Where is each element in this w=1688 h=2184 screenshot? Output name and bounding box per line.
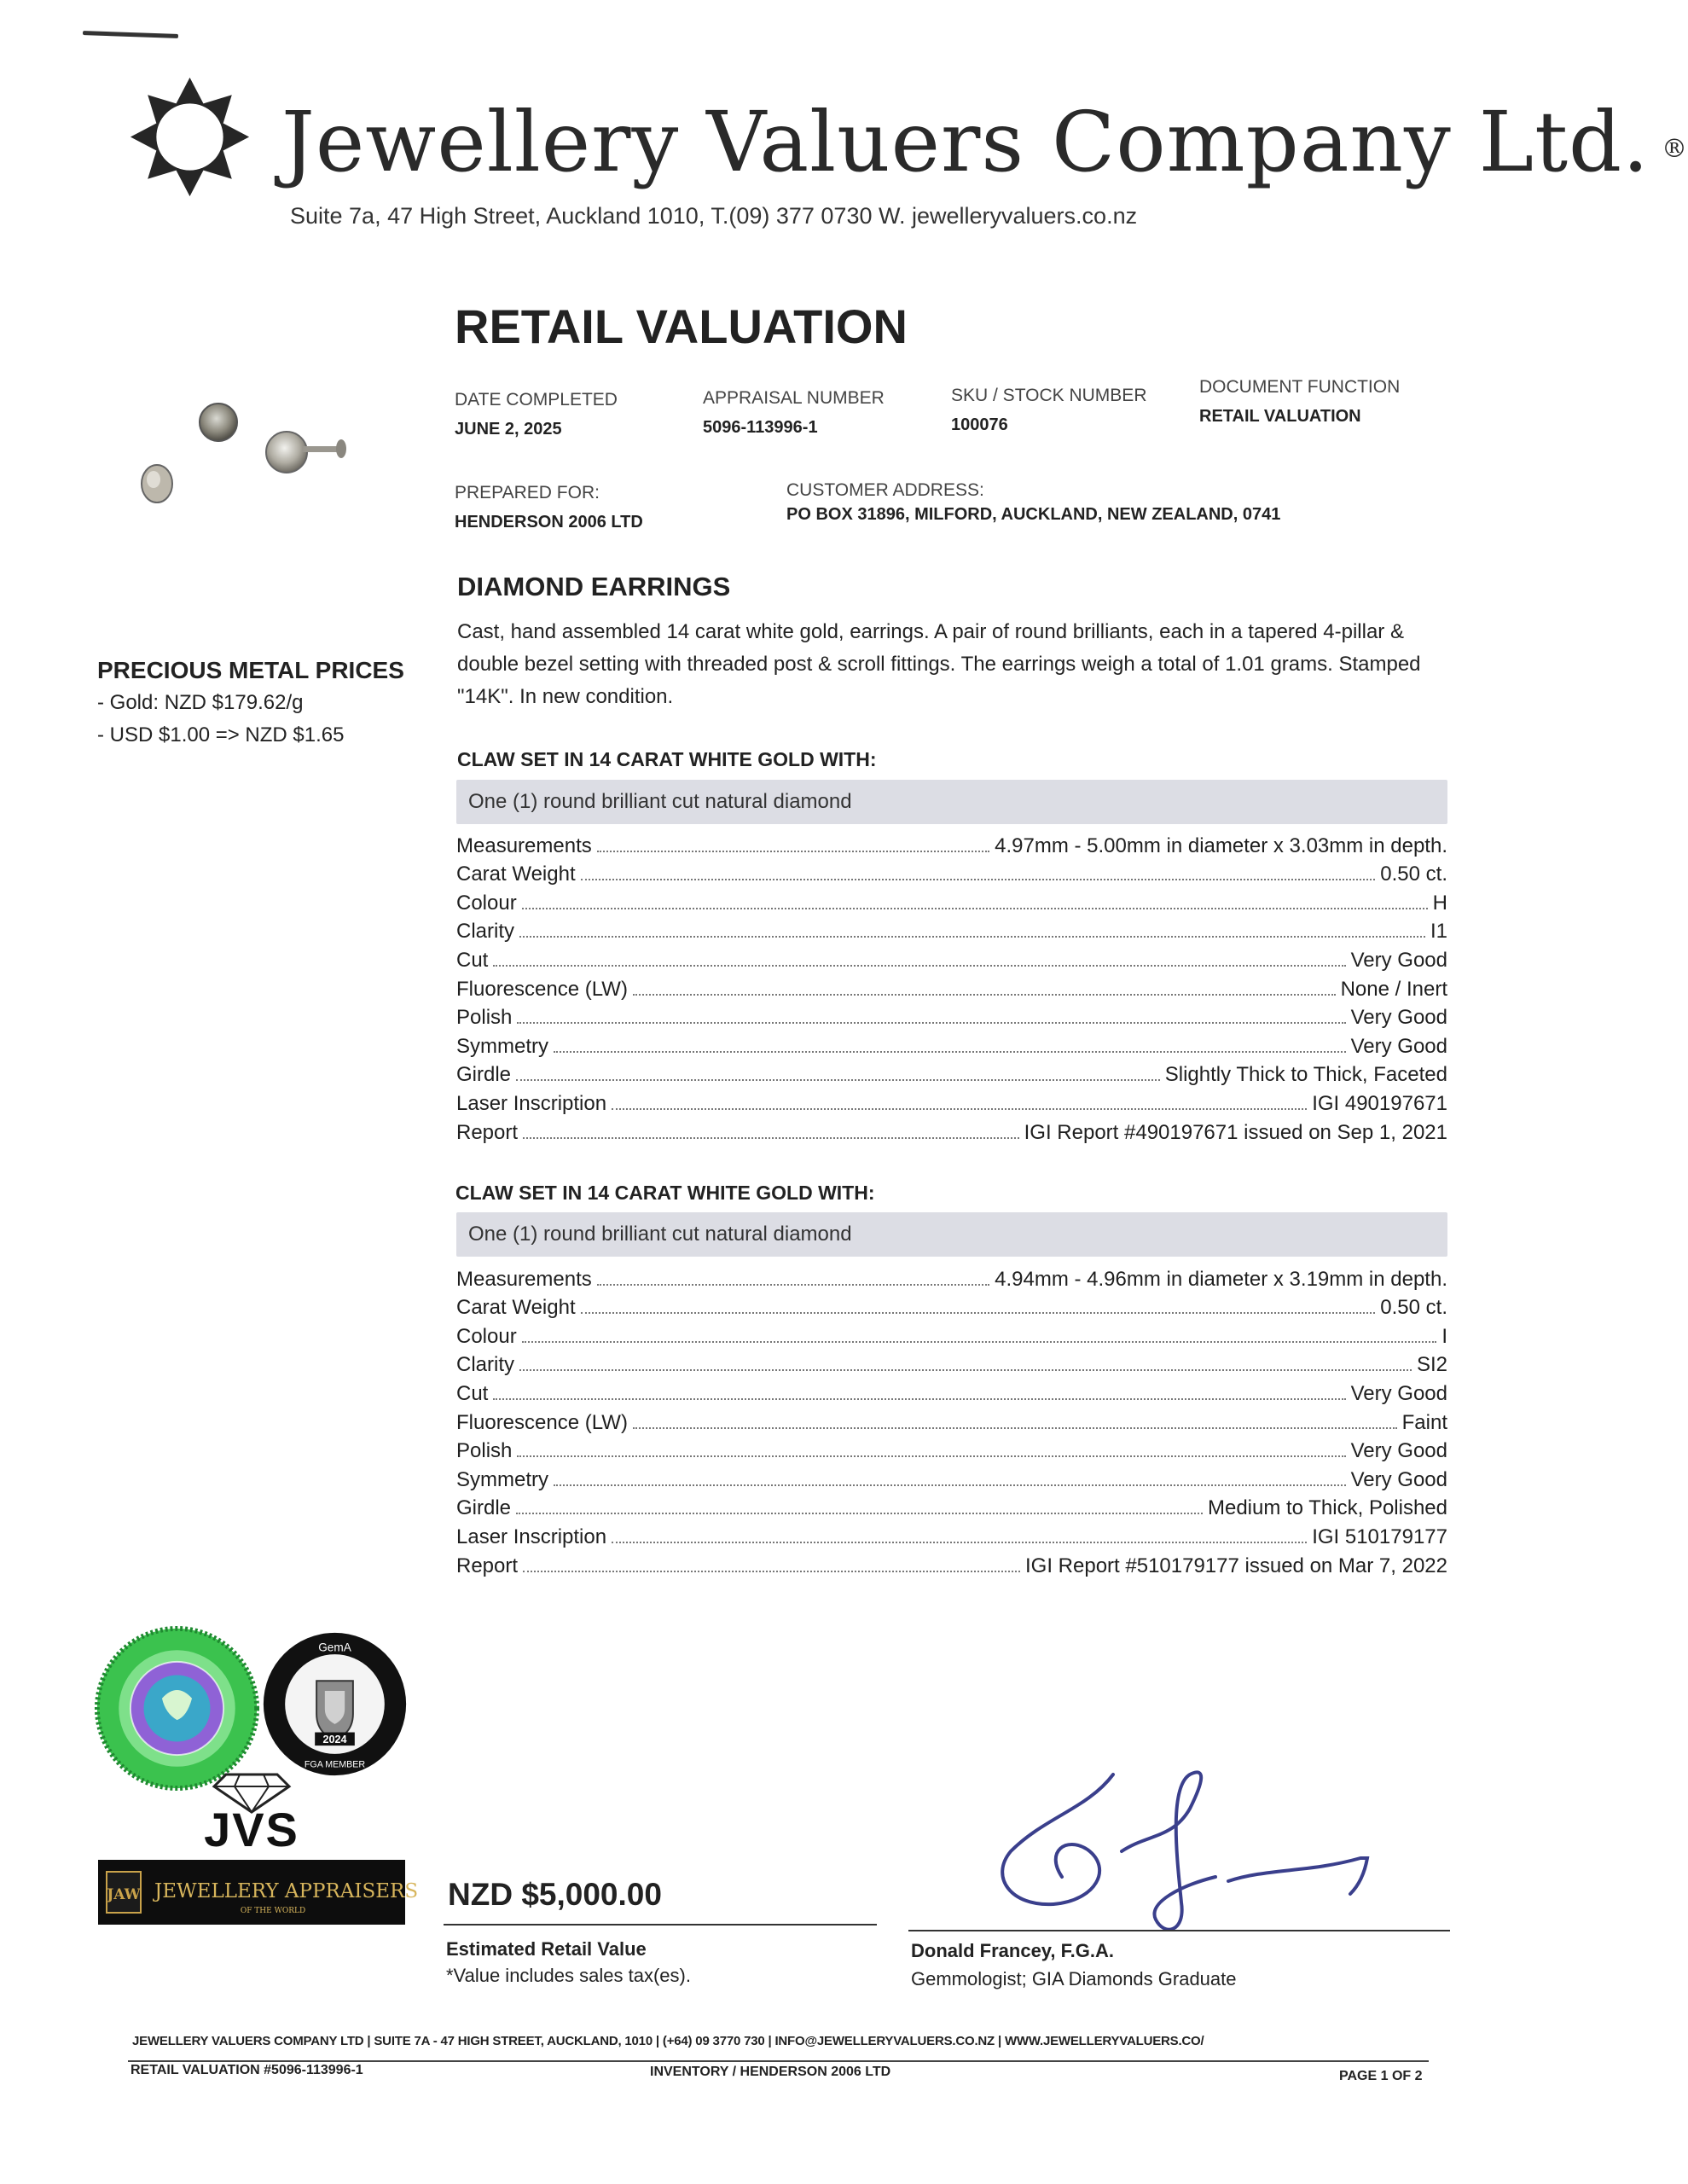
spec-row (456, 1002, 1447, 1031)
sku-label: SKU / STOCK NUMBER (951, 386, 1147, 405)
spec-label: Symmetry (456, 1467, 548, 1491)
gold-price: - Gold: NZD $179.62/g (97, 691, 304, 714)
spec-value: IGI Report #510179177 issued on Mar 7, 2022 (1025, 1554, 1447, 1577)
spec-value: 4.94mm - 4.96mm in diameter x 3.19mm in depth. (995, 1267, 1447, 1291)
spec-label: Carat Weight (456, 1296, 576, 1320)
spec-label: Report (456, 1554, 519, 1577)
spec-row (456, 1263, 1447, 1292)
document-function-value: RETAIL VALUATION (1199, 407, 1361, 426)
footer-inventory: INVENTORY / HENDERSON 2006 LTD (650, 2065, 891, 2079)
spec-row (456, 1492, 1447, 1521)
spec-label: Colour (456, 891, 517, 915)
prepared-for-label: PREPARED FOR: (455, 483, 600, 502)
spec-value: Faint (1401, 1410, 1447, 1434)
spec-label: Girdle (456, 1496, 512, 1520)
leader-dots (633, 994, 1336, 996)
spec-row (456, 1116, 1447, 1145)
signature-rule (908, 1930, 1450, 1931)
gema-member-badge (260, 1629, 409, 1779)
stone-2-summary: One (1) round brilliant cut natural diamond (468, 1223, 852, 1246)
hologram-seal-icon (94, 1625, 260, 1792)
spec-value: Very Good (1350, 1439, 1447, 1463)
item-title: DIAMOND EARRINGS (457, 572, 731, 601)
valuation-label: Estimated Retail Value (446, 1938, 647, 1960)
signature (985, 1757, 1420, 1941)
jvs-logo (166, 1768, 337, 1856)
document-function-label: DOCUMENT FUNCTION (1199, 377, 1401, 397)
leader-dots (633, 1427, 1397, 1429)
spec-value: IGI Report #490197671 issued on Sep 1, 2021 (1024, 1120, 1447, 1144)
leader-dots (554, 1051, 1346, 1053)
registered-mark: ® (1661, 133, 1688, 164)
company-logo-icon (128, 75, 252, 199)
appraisal-number-value: 5096-113996-1 (703, 418, 818, 437)
spec-row (456, 1292, 1447, 1321)
leader-dots (612, 1108, 1307, 1110)
spec-label: Carat Weight (456, 863, 576, 886)
spec-value: I1 (1430, 920, 1447, 944)
spec-row (456, 915, 1447, 944)
gema-top-text: GemA (318, 1641, 351, 1654)
spec-value: 4.97mm - 5.00mm in diameter x 3.03mm in depth. (995, 834, 1447, 857)
stone-1-summary-bar (456, 780, 1447, 824)
spec-row (456, 1059, 1447, 1088)
company-address: Suite 7a, 47 High Street, Auckland 1010, T.(09) 377 0730 W. jewelleryvaluers.co.nz (290, 203, 1138, 229)
leader-dots (581, 1312, 1376, 1314)
document-title: RETAIL VALUATION (455, 299, 908, 353)
spec-row (456, 1520, 1447, 1549)
spec-value: SI2 (1416, 1353, 1447, 1377)
spec-value: Very Good (1350, 1467, 1447, 1491)
spec-label: Polish (456, 1006, 513, 1030)
earrings-photo (92, 343, 391, 552)
leader-dots (597, 851, 989, 852)
leader-dots (523, 1571, 1020, 1572)
spec-label: Clarity (456, 1353, 515, 1377)
jaw-title-text: JEWELLERY APPRAISERS (154, 1880, 419, 1902)
leader-dots (517, 1022, 1345, 1024)
appraisal-number-label: APPRAISAL NUMBER (703, 388, 885, 408)
leader-dots (612, 1542, 1307, 1543)
spec-value: Medium to Thick, Polished (1207, 1496, 1447, 1520)
spec-label: Colour (456, 1324, 517, 1348)
date-completed-label: DATE COMPLETED (455, 390, 618, 410)
leader-dots (581, 879, 1376, 880)
leader-dots (493, 1398, 1345, 1400)
spec-value: 0.50 ct. (1380, 863, 1447, 886)
spec-value: I (1441, 1324, 1447, 1348)
jvs-text: JVS (204, 1803, 299, 1856)
spec-value: Slightly Thick to Thick, Faceted (1164, 1063, 1447, 1087)
spec-label: Report (456, 1120, 519, 1144)
signatory-name: Donald Francey, F.G.A. (911, 1940, 1114, 1961)
spec-row (456, 1087, 1447, 1116)
corner-mark (83, 31, 178, 38)
spec-row (456, 858, 1447, 887)
spec-row (456, 1030, 1447, 1059)
spec-row (456, 1349, 1447, 1378)
spec-row (456, 1406, 1447, 1435)
spec-row (456, 1549, 1447, 1578)
spec-value: None / Inert (1340, 977, 1447, 1001)
spec-value: H (1432, 891, 1447, 915)
spec-label: Cut (456, 1381, 489, 1405)
leader-dots (519, 936, 1425, 938)
stone-1-summary: One (1) round brilliant cut natural diamond (468, 790, 852, 813)
spec-row (456, 1377, 1447, 1406)
spec-label: Clarity (456, 920, 515, 944)
gema-member-text: FGA MEMBER (304, 1759, 366, 1770)
spec-label: Measurements (456, 834, 592, 857)
sku-value: 100076 (951, 415, 1008, 434)
valuation-rule (444, 1924, 877, 1926)
precious-metal-title: PRECIOUS METAL PRICES (97, 657, 404, 683)
spec-value: Very Good (1350, 1034, 1447, 1058)
company-name: Jewellery Valuers Company Ltd. ® (281, 94, 1688, 190)
spec-label: Fluorescence (LW) (456, 977, 628, 1001)
spec-row (456, 1320, 1447, 1349)
signatory-title: Gemmologist; GIA Diamonds Graduate (911, 1968, 1237, 1989)
leader-dots (516, 1513, 1203, 1514)
footer-rule (128, 2060, 1429, 2062)
leader-dots (517, 1455, 1345, 1457)
leader-dots (554, 1484, 1346, 1486)
spec-row (456, 886, 1447, 915)
jewellery-appraisers-logo (98, 1860, 419, 1925)
spec-label: Laser Inscription (456, 1525, 607, 1548)
item-description: Cast, hand assembled 14 carat white gold, earrings. A pair of round brilliants, each in a tapered 4-pillar & double bezel setting with threaded post & scroll fittings. The earrings weigh a total of 1.01 grams. Stamped "14K". In new condition. (457, 620, 1421, 708)
spec-label: Girdle (456, 1063, 512, 1087)
spec-value: Very Good (1350, 1006, 1447, 1030)
spec-value: IGI 510179177 (1312, 1525, 1447, 1548)
spec-row (456, 973, 1447, 1002)
valuation-amount: NZD $5,000.00 (448, 1877, 662, 1912)
date-completed-value: JUNE 2, 2025 (455, 420, 562, 439)
leader-dots (519, 1369, 1412, 1371)
footer-page-number: PAGE 1 OF 2 (1339, 2069, 1423, 2083)
spec-row (456, 829, 1447, 858)
stone-2-spec-list (456, 1263, 1447, 1578)
gema-year-text: 2024 (322, 1734, 347, 1746)
stone-2-heading: CLAW SET IN 14 CARAT WHITE GOLD WITH: (455, 1182, 875, 1204)
footer-reference: RETAIL VALUATION #5096-113996-1 (131, 2063, 363, 2077)
jaw-mark-text: JAW (107, 1886, 141, 1903)
leader-dots (522, 908, 1428, 909)
leader-dots (597, 1284, 989, 1286)
usd-rate: - USD $1.00 => NZD $1.65 (97, 723, 345, 746)
spec-value: IGI 490197671 (1312, 1091, 1447, 1115)
leader-dots (522, 1341, 1437, 1343)
valuation-tax-note: *Value includes sales tax(es). (446, 1965, 691, 1986)
stone-1-heading: CLAW SET IN 14 CARAT WHITE GOLD WITH: (457, 748, 877, 770)
stone-1-spec-list (456, 829, 1447, 1145)
customer-address-value: PO BOX 31896, MILFORD, AUCKLAND, NEW ZEALAND, 0741 (786, 505, 1281, 524)
leader-dots (493, 965, 1345, 967)
stone-2-summary-bar (456, 1212, 1447, 1257)
spec-row (456, 1463, 1447, 1492)
spec-row (456, 944, 1447, 973)
spec-label: Fluorescence (LW) (456, 1410, 628, 1434)
jaw-subtitle-text: OF THE WORLD (240, 1907, 306, 1915)
leader-dots (516, 1079, 1160, 1081)
spec-label: Cut (456, 948, 489, 972)
spec-value: 0.50 ct. (1380, 1296, 1447, 1320)
spec-value: Very Good (1350, 1381, 1447, 1405)
footer-address: JEWELLERY VALUERS COMPANY LTD | SUITE 7A - 47 HIGH STREET, AUCKLAND, 1010 | (+64) 09 3770 730 | INFO@JEWELLERYVALUERS.CO.NZ | WWW.JEWELLERYVALUERS.CO/ (132, 2034, 1204, 2048)
spec-label: Laser Inscription (456, 1091, 607, 1115)
spec-label: Symmetry (456, 1034, 548, 1058)
spec-value: Very Good (1350, 948, 1447, 972)
prepared-for-value: HENDERSON 2006 LTD (455, 513, 643, 531)
spec-row (456, 1435, 1447, 1464)
spec-label: Measurements (456, 1267, 592, 1291)
leader-dots (523, 1137, 1019, 1139)
spec-label: Polish (456, 1439, 513, 1463)
customer-address-label: CUSTOMER ADDRESS: (786, 480, 984, 500)
